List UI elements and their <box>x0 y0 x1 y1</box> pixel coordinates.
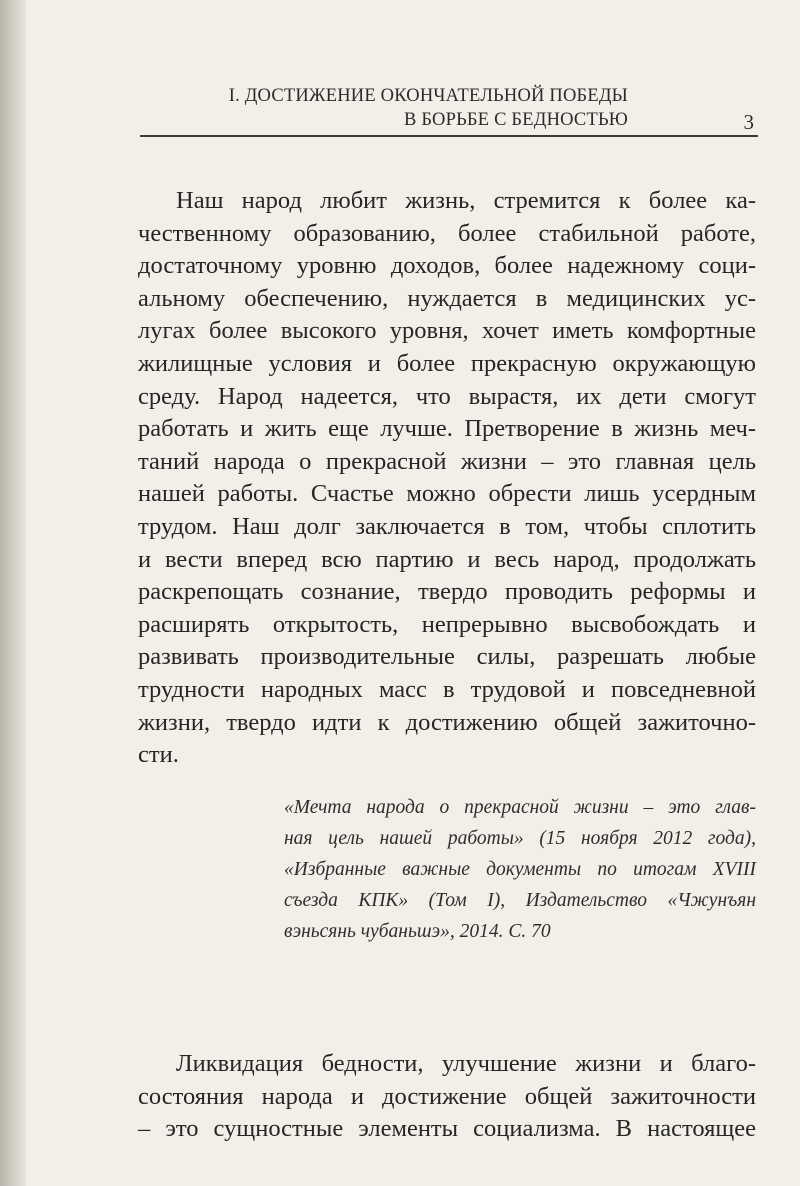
text-line: нашей работы. Счастье можно обрести лишь усердным <box>138 480 756 508</box>
text-line: альному обеспечению, нуждается в медицинских ус- <box>138 284 756 312</box>
text-line: развивать производительные силы, разрешать любые <box>138 643 756 671</box>
text-line: Наш народ любит жизнь, стремится к более ка- <box>176 187 756 214</box>
header-title <box>229 84 628 132</box>
text-line: лугах более высокого уровня, хочет иметь комфортные <box>138 317 756 345</box>
text-line: таний народа о прекрасной жизни – это главная цель <box>138 447 756 475</box>
page-edge-shadow <box>0 0 26 1186</box>
citation-line: ная цель нашей работы» (15 ноября 2012 года), <box>284 828 756 849</box>
text-line: трудом. Наш долг заключается в том, чтобы сплотить <box>138 512 756 540</box>
header-title-line: В БОРЬБЕ С БЕДНОСТЬЮ <box>403 110 628 130</box>
paragraph-2 <box>138 1048 756 1146</box>
page-number: 3 <box>743 110 754 134</box>
text-line: жилищные условия и более прекрасную окружающую <box>138 349 756 377</box>
text-line: Ликвидация бедности, улучшение жизни и благо- <box>176 1050 756 1077</box>
text-line: раскрепощать сознание, твердо проводить реформы и <box>138 578 756 606</box>
citation-line: съезда КПК» (Том I), Издательство «Чжунъян <box>284 890 756 911</box>
citation-line: «Избранные важные документы по итогам XVIII <box>284 859 756 880</box>
text-line: трудности народных масс в трудовой и повседневной <box>138 675 756 703</box>
paragraph-1 <box>138 185 756 772</box>
text-line: жизни, твердо идти к достижению общей зажиточно- <box>138 708 756 736</box>
citation-line: вэньсянь чубаньшэ», 2014. С. 70 <box>284 921 551 942</box>
text-line: чественному образованию, более стабильной работе, <box>138 219 756 247</box>
citation-line: «Мечта народа о прекрасной жизни – это глав- <box>284 797 756 818</box>
citation-block <box>284 792 756 947</box>
text-line: среду. Народ надеется, что вырастя, их дети смогут <box>138 382 756 410</box>
text-line: и вести вперед всю партию и весь народ, продолжать <box>138 545 756 573</box>
header-rule <box>140 135 758 137</box>
text-line: достаточному уровню доходов, более надежному соци- <box>138 252 756 280</box>
text-line: расширять открытость, непрерывно высвобождать и <box>138 610 756 638</box>
text-line: работать и жить еще лучше. Претворение в жизнь меч- <box>138 415 756 443</box>
text-line: состояния народа и достижение общей зажиточности <box>138 1082 756 1110</box>
header-title-line: I. ДОСТИЖЕНИЕ ОКОНЧАТЕЛЬНОЙ ПОБЕДЫ <box>228 86 628 106</box>
text-line: – это сущностные элементы социализма. В настоящее <box>138 1115 756 1143</box>
text-line: сти. <box>138 741 179 769</box>
